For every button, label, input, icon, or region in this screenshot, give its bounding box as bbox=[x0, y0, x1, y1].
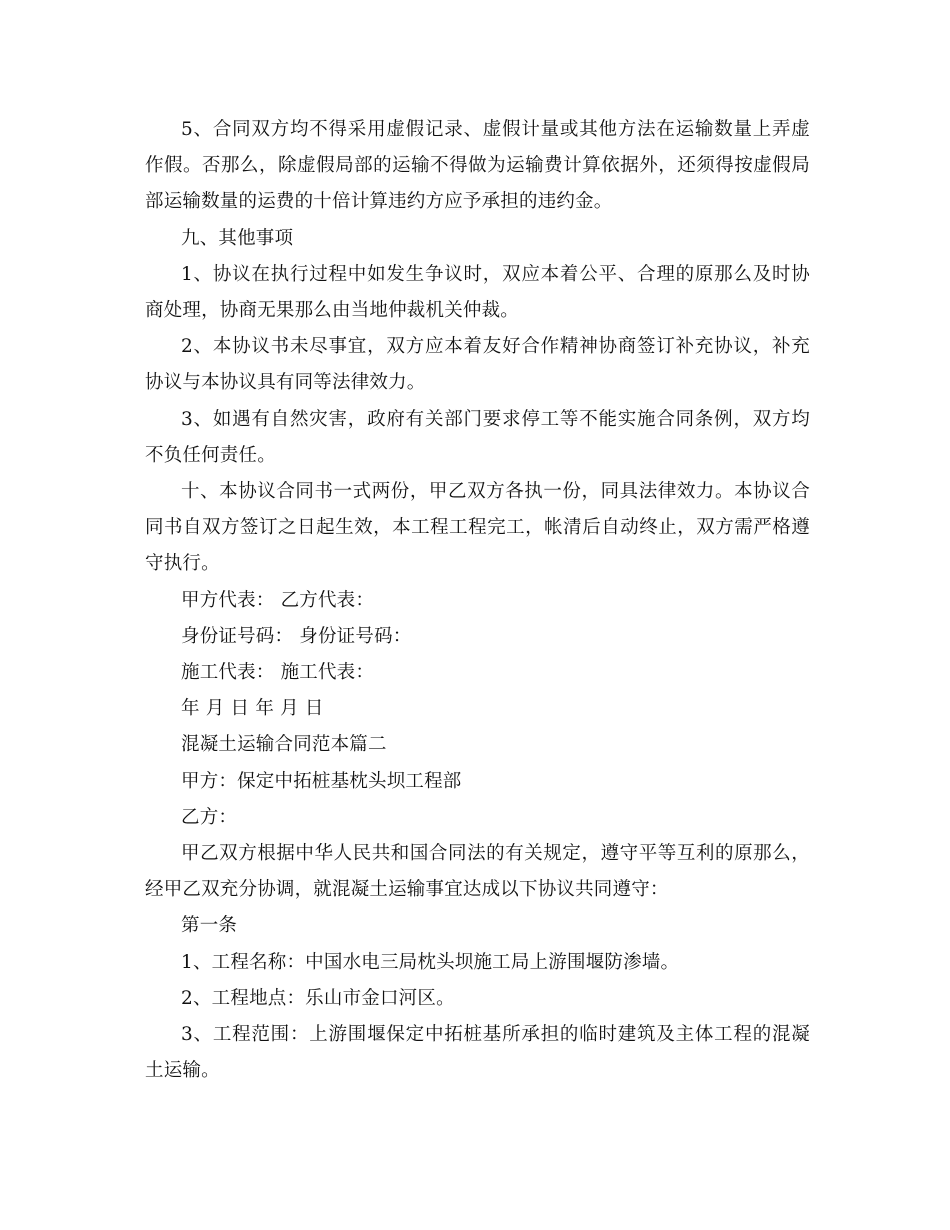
party-b-line: 乙方： bbox=[181, 806, 238, 828]
article-1-heading: 第一条 bbox=[181, 915, 238, 937]
section-heading-9: 九、其他事项 bbox=[181, 227, 294, 249]
signature-construction-reps: 施工代表： 施工代表： bbox=[181, 662, 375, 684]
article-title: 混凝土运输合同范本篇二 bbox=[181, 734, 387, 756]
signature-dates: 年 月 日 年 月 日 bbox=[181, 698, 324, 720]
article-1-item-2: 2、工程地点：乐山市金口河区。 bbox=[181, 987, 455, 1009]
clause-9-3: 3、如遇有自然灾害，政府有关部门要求停工等不能实施合同条例，双方均不负任何责任。 bbox=[145, 408, 810, 466]
article-1-item-3: 3、工程范围：上游围堰保定中拓桩基所承担的临时建筑及主体工程的混凝土运输。 bbox=[145, 1024, 810, 1082]
party-a-line: 甲方：保定中拓桩基枕头坝工程部 bbox=[181, 770, 462, 792]
clause-10: 十、本协议合同书一式两份，甲乙双方各执一份，同具法律效力。本协议合同书自双方签订之日起生效，本工程工程完工，帐清后自动终止，双方需严格遵守执行。 bbox=[145, 481, 810, 575]
clause-8-5: 5、合同双方均不得采用虚假记录、虚假计量或其他方法在运输数量上弄虚作假。否那么，除虚假局部的运输不得做为运输费计算依据外，还须得按虚假局部运输数量的运费的十倍计算违约方应予承担的违约金。 bbox=[145, 119, 810, 213]
signature-party-a-b: 甲方代表： 乙方代表： bbox=[181, 589, 375, 611]
clause-9-1: 1、协议在执行过程中如发生争议时，双应本着公平、合理的原那么及时协商处理，协商无果那么由当地仲裁机关仲裁。 bbox=[145, 263, 810, 322]
document-body bbox=[145, 112, 810, 1089]
clause-9-2: 2、本协议书未尽事宜，双方应本着友好合作精神协商签订补充协议，补充协议与本协议具有同等法律效力。 bbox=[145, 336, 810, 394]
article-1-item-1: 1、工程名称：中国水电三局枕头坝施工局上游围堰防渗墙。 bbox=[181, 951, 680, 973]
signature-id-numbers: 身份证号码： 身份证号码： bbox=[181, 625, 412, 647]
preamble: 甲乙双方根据中华人民共和国合同法的有关规定，遵守平等互利的原那么，经甲乙双充分协调，就混凝土运输事宜达成以下协议共同遵守： bbox=[145, 843, 810, 901]
